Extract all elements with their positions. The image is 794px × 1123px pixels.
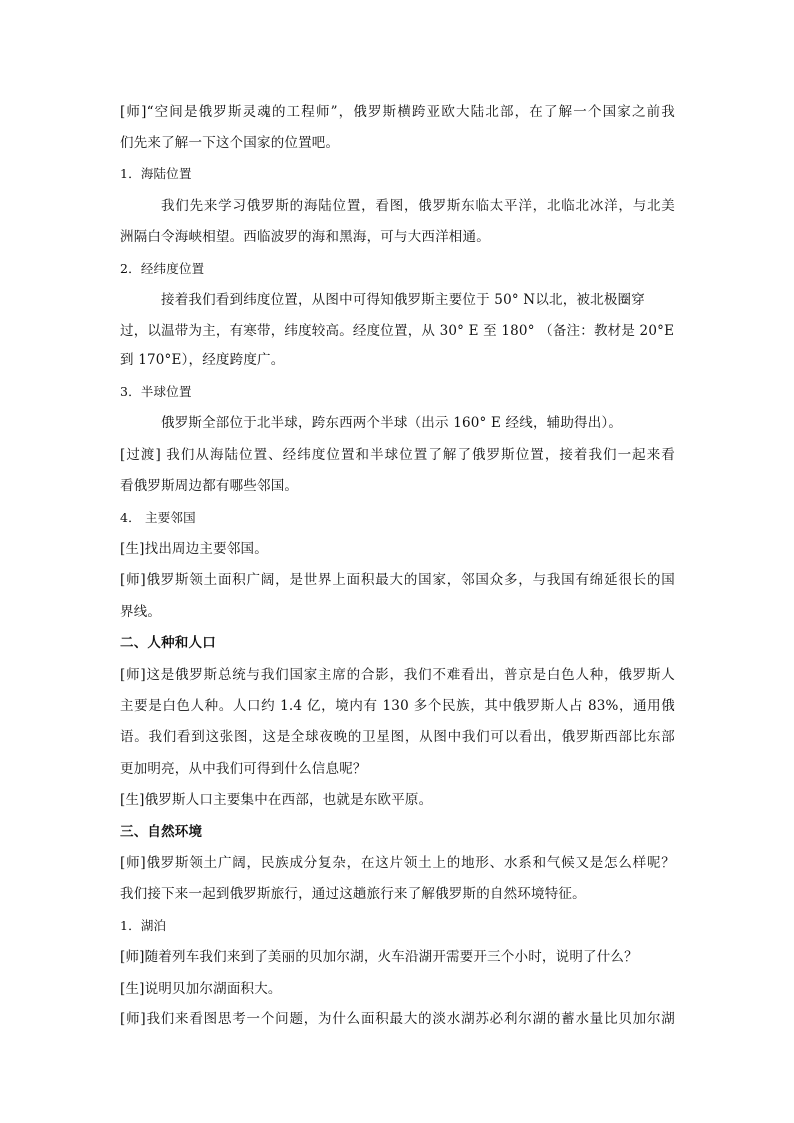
paragraph-line: 主要是白色人种。人口约 1.4 亿，境内有 130 多个民族，其中俄罗斯人占 83%，通用俄 <box>120 698 675 714</box>
paragraph-line: 过，以温带为主，有寒带，纬度较高。经度位置，从 30° E 至 180° （备注：教材是 20°E <box>120 323 675 339</box>
paragraph-line: 我们先来学习俄罗斯的海陆位置，看图，俄罗斯东临太平洋，北临北冰洋，与北美 <box>161 198 675 214</box>
section-heading: 1．湖泊 <box>120 918 167 933</box>
paragraph-line: [生]说明贝加尔湖面积大。 <box>120 981 282 997</box>
paragraph-line: [过渡] 我们从海陆位置、经纬度位置和半球位置了解了俄罗斯位置，接着我们一起来看 <box>120 447 675 463</box>
paragraph-line: 接着我们看到纬度位置，从图中可得知俄罗斯主要位于 50° N以北，被北极圈穿 <box>161 292 645 308</box>
paragraph-line: [生]找出周边主要邻国。 <box>120 541 268 557</box>
paragraph-line: 俄罗斯全部位于北半球，跨东西两个半球（出示 160° E 经线，辅助得出）。 <box>161 415 623 431</box>
paragraph-line: 们先来了解一下这个国家的位置吧。 <box>120 135 340 151</box>
paragraph-line: 界线。 <box>120 604 162 620</box>
paragraph-line: [生]俄罗斯人口主要集中在西部，也就是东欧平原。 <box>120 792 433 808</box>
paragraph-line: [师]我们来看图思考一个问题，为什么面积最大的淡水湖苏必利尔湖的蓄水量比贝加尔湖 <box>120 1011 675 1027</box>
section-heading: 3．半球位置 <box>120 384 192 399</box>
section-heading: 4． 主要邻国 <box>120 510 196 525</box>
paragraph-line: [师]这是俄罗斯总统与我们国家主席的合影，我们不难看出，普京是白色人种，俄罗斯人 <box>120 667 675 683</box>
paragraph-line: 洲隔白令海峡相望。西临波罗的海和黑海，可与大西洋相通。 <box>120 229 490 245</box>
paragraph-line: 语。我们看到这张图，这是全球夜晚的卫星图，从图中我们可以看出，俄罗斯西部比东部 <box>120 729 675 745</box>
paragraph-line: [师]随着列车我们来到了美丽的贝加尔湖，火车沿湖开需要开三个小时，说明了什么？ <box>120 949 638 965</box>
paragraph-line: 到 170°E），经度跨度广。 <box>120 352 285 368</box>
section-heading: 2．经纬度位置 <box>120 261 205 276</box>
paragraph-line: 更加明亮，从中我们可得到什么信息呢？ <box>120 761 367 777</box>
section-title: 三、自然环境 <box>120 824 203 840</box>
paragraph-line: [师]俄罗斯领土面积广阔，是世界上面积最大的国家，邻国众多，与我国有绵延很长的国 <box>120 572 675 588</box>
paragraph-line: 看俄罗斯周边都有哪些邻国。 <box>120 478 299 494</box>
paragraph-line: [师]俄罗斯领土广阔，民族成分复杂，在这片领土上的地形、水系和气候又是怎么样呢？ <box>120 855 675 871</box>
paragraph-line: 我们接下来一起到俄罗斯旅行，通过这趟旅行来了解俄罗斯的自然环境特征。 <box>120 886 586 902</box>
section-heading: 1．海陆位置 <box>120 166 192 181</box>
section-title: 二、人种和人口 <box>120 635 216 651</box>
paragraph-line: [师]“空间是俄罗斯灵魂的工程师”，俄罗斯横跨亚欧大陆北部，在了解一个国家之前我 <box>120 104 675 120</box>
